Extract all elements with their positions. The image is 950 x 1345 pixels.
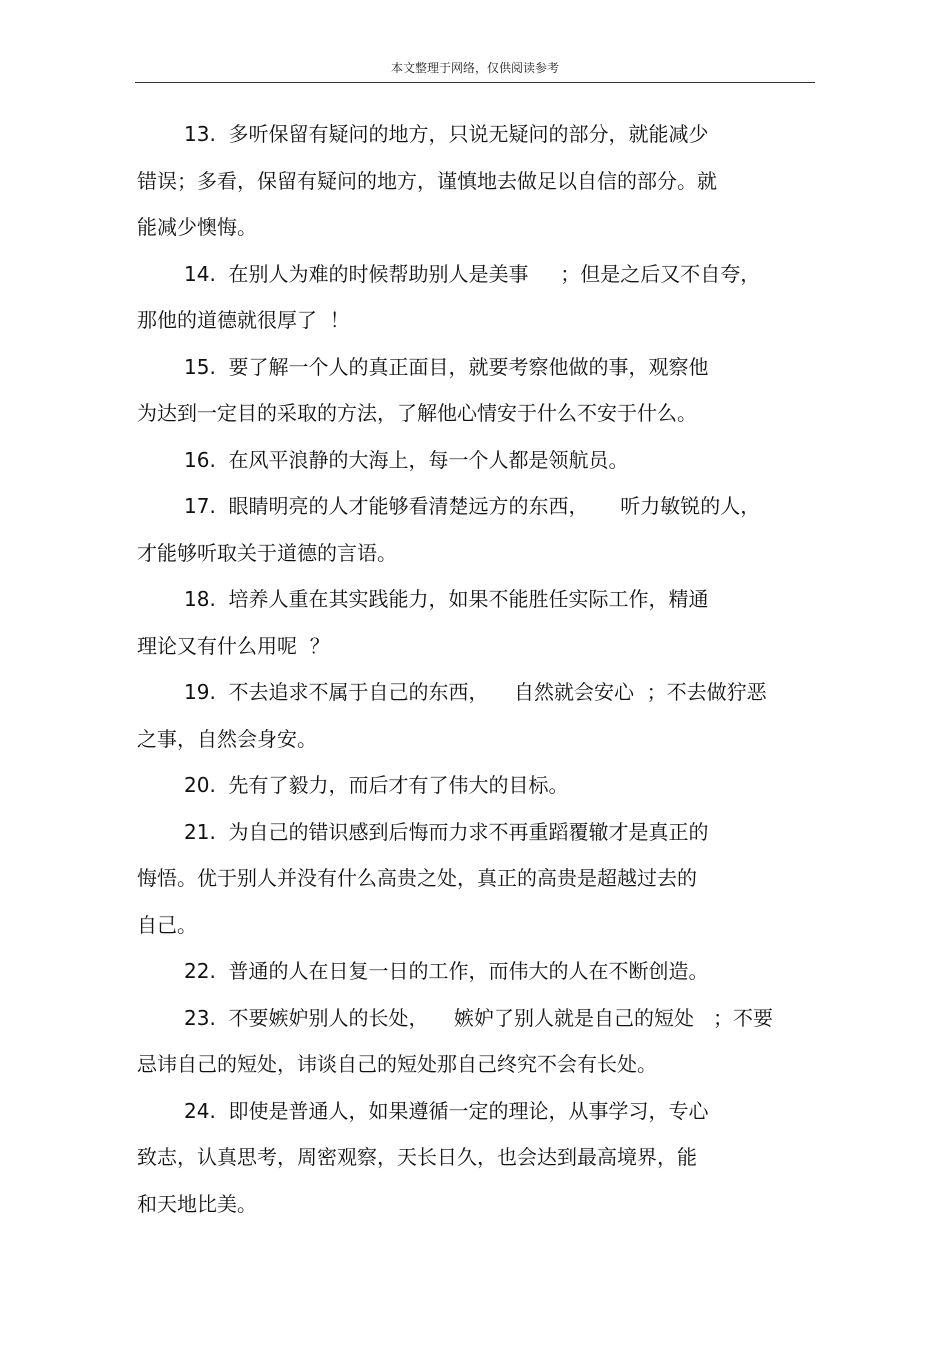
- paragraph-20: [137, 765, 817, 812]
- text-line: 17. 眼睛明亮的人才能够看清楚远方的东西， 听力敏锐的人，: [184, 494, 761, 518]
- text-line: 和天地比美。: [137, 1191, 257, 1216]
- header-text: 本文整理于网络，仅供阅读参考: [390, 61, 559, 75]
- paragraph-14: [137, 254, 817, 347]
- text-line: 24. 即使是普通人，如果遵循一定的理论，从事学习，专心: [184, 1098, 709, 1123]
- text-line: 自己。: [137, 912, 197, 937]
- text-line: 为达到一定目的采取的方法，了解他心情安于什么不安于什么。: [137, 401, 697, 425]
- paragraph-19: [137, 672, 817, 765]
- paragraph-17: [137, 486, 817, 579]
- text-line: 理论又有什么用呢 ？: [137, 633, 330, 658]
- text-line: 18. 培养人重在其实践能力，如果不能胜任实际工作，精通: [184, 587, 709, 611]
- text-line: 20. 先有了毅力，而后才有了伟大的目标。: [184, 773, 569, 797]
- text-line: 之事，自然会身安。: [137, 726, 317, 751]
- text-line: 19. 不去追求不属于自己的东西， 自然就会安心 ；不去做狞恶: [184, 680, 767, 704]
- paragraph-22: [137, 951, 817, 998]
- text-line: 16. 在风平浪静的大海上，每一个人都是领航员。: [184, 447, 629, 472]
- text-line: 22. 普通的人在日复一日的工作，而伟大的人在不断创造。: [184, 959, 709, 983]
- paragraph-15: [137, 347, 817, 440]
- text-line: 23. 不要嫉妒别人的长处， 嫉妒了别人就是自己的短处 ；不要: [184, 1005, 774, 1030]
- text-line: 忌讳自己的短处，讳谈自己的短处那自己终究不会有长处。: [137, 1052, 657, 1076]
- text-line: 才能够听取关于道德的言语。: [137, 540, 397, 565]
- document-body: [137, 114, 817, 1230]
- text-line: 致志，认真思考，周密观察，天长日久，也会达到最高境界，能: [137, 1145, 697, 1169]
- text-line: 悔悟。优于别人并没有什么高贵之处，真正的高贵是超越过去的: [137, 866, 697, 890]
- paragraph-24: [137, 1091, 817, 1231]
- paragraph-21: [137, 812, 817, 952]
- text-line: 错误；多看，保留有疑问的地方，谨慎地去做足以自信的部分。就: [137, 168, 717, 193]
- text-line: 那他的道德就很厚了 ！: [137, 308, 350, 332]
- text-line: 能减少懊悔。: [137, 215, 257, 239]
- paragraph-23: [137, 998, 817, 1091]
- paragraph-16: [137, 440, 817, 487]
- paragraph-18: [137, 579, 817, 672]
- paragraph-13: [137, 114, 817, 254]
- text-line: 13. 多听保留有疑问的地方，只说无疑问的部分，就能减少: [184, 122, 709, 146]
- page-header: [135, 56, 815, 83]
- text-line: 15. 要了解一个人的真正面目，就要考察他做的事，观察他: [184, 354, 709, 379]
- text-line: 21. 为自己的错识感到后悔而力求不再重蹈覆辙才是真正的: [184, 819, 709, 844]
- text-line: 14. 在别人为难的时候帮助别人是美事 ；但是之后又不自夸，: [184, 261, 761, 286]
